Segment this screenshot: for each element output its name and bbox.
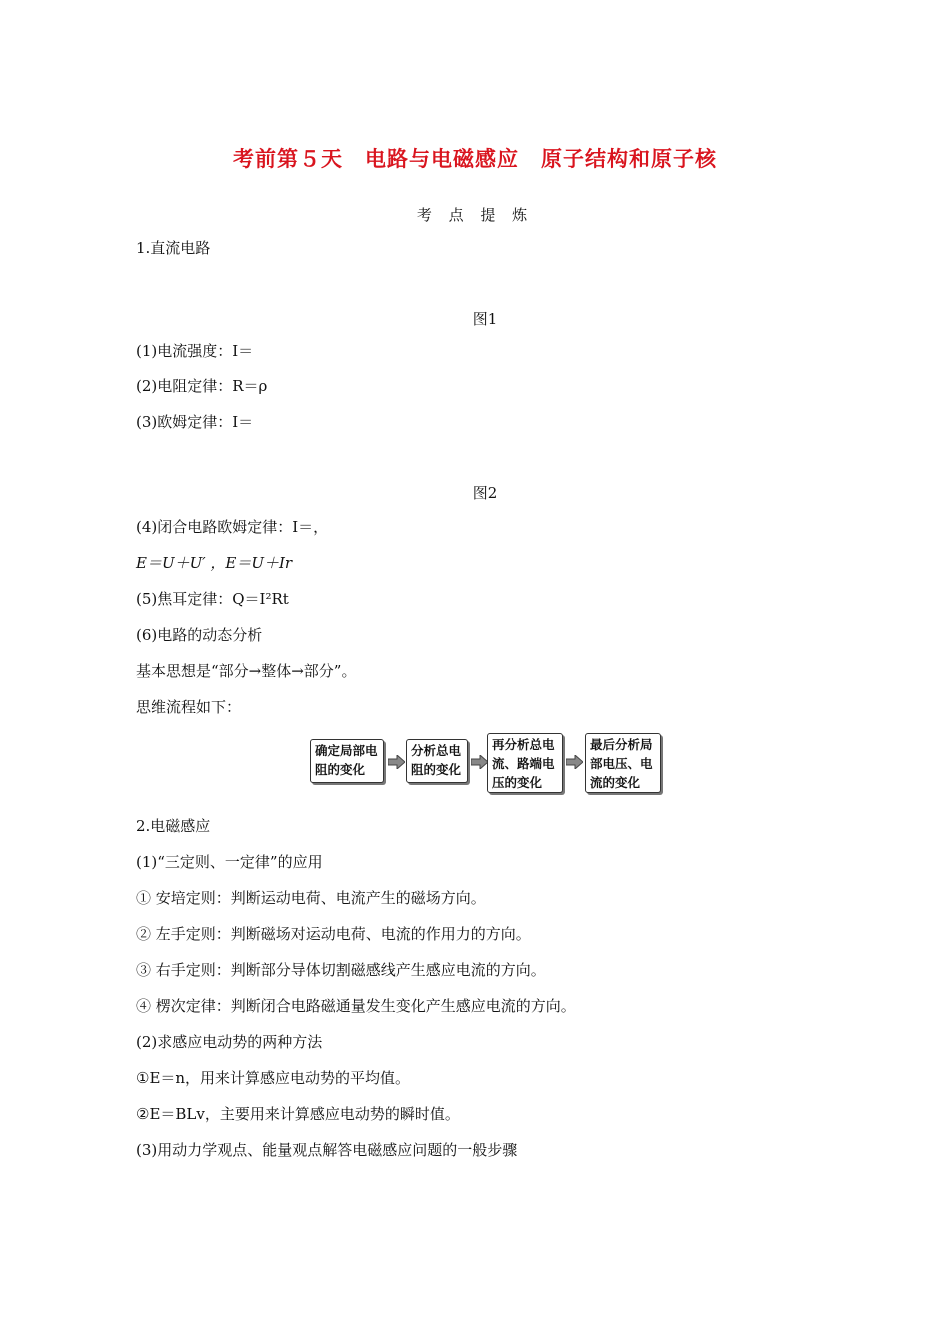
flow-arrow-2-icon	[471, 755, 488, 769]
emf-method-average: ①E＝n，用来计算感应电动势的平均值。	[136, 1069, 411, 1087]
rules-heading: (1)“三定则、一定律”的应用	[136, 853, 323, 871]
rule-ampere: ① 安培定则：判断运动电荷、电流产生的磁场方向。	[136, 889, 486, 907]
formula-closed-circuit: (4)闭合电路欧姆定律：I＝，	[136, 518, 329, 536]
basic-idea-text: 基本思想是“部分→整体→部分”。	[136, 662, 357, 680]
thinking-flowchart	[310, 733, 665, 795]
formula-emf: E＝U＋U′ ，E＝U＋Ir	[136, 554, 293, 572]
dynamic-analysis-heading: (6)电路的动态分析	[136, 626, 263, 644]
formula-current: (1)电流强度：I＝	[136, 342, 254, 360]
page-title: 考前第５天 电路与电磁感应 原子结构和原子核	[233, 146, 717, 171]
rule-lenz: ④ 楞次定律：判断闭合电路磁通量发生变化产生感应电流的方向。	[136, 997, 576, 1015]
flow-box-4: 最后分析局部电压、电流的变化	[585, 733, 661, 793]
flow-box-3: 再分析总电流、路端电压的变化	[487, 733, 563, 793]
formula-joule: (5)焦耳定律：Q＝I²Rt	[136, 590, 289, 608]
rule-left-hand: ② 左手定则：判断磁场对运动电荷、电流的作用力的方向。	[136, 925, 531, 943]
emf-method-instant: ②E＝BLv，主要用来计算感应电动势的瞬时值。	[136, 1105, 460, 1123]
emf-methods-heading: (2)求感应电动势的两种方法	[136, 1033, 323, 1051]
flow-box-2: 分析总电阻的变化	[406, 739, 468, 783]
section-subtitle: 考 点 提 炼	[416, 206, 534, 224]
flow-arrow-1-icon	[388, 755, 405, 769]
flow-arrow-3-icon	[566, 755, 583, 769]
rule-right-hand: ③ 右手定则：判断部分导体切割磁感线产生感应电流的方向。	[136, 961, 546, 979]
figure-2-caption: 图2	[472, 484, 498, 502]
flow-box-1: 确定局部电阻的变化	[310, 739, 384, 783]
general-steps-heading: (3)用动力学观点、能量观点解答电磁感应问题的一般步骤	[136, 1141, 518, 1159]
formula-ohm-law: (3)欧姆定律：I＝	[136, 413, 254, 431]
heading-dc-circuit: 1.直流电路	[136, 239, 211, 257]
flow-intro-text: 思维流程如下：	[136, 698, 242, 716]
figure-1-caption: 图1	[472, 310, 498, 328]
heading-em-induction: 2.电磁感应	[136, 817, 211, 835]
formula-resistance: (2)电阻定律：R＝ρ	[136, 377, 268, 395]
